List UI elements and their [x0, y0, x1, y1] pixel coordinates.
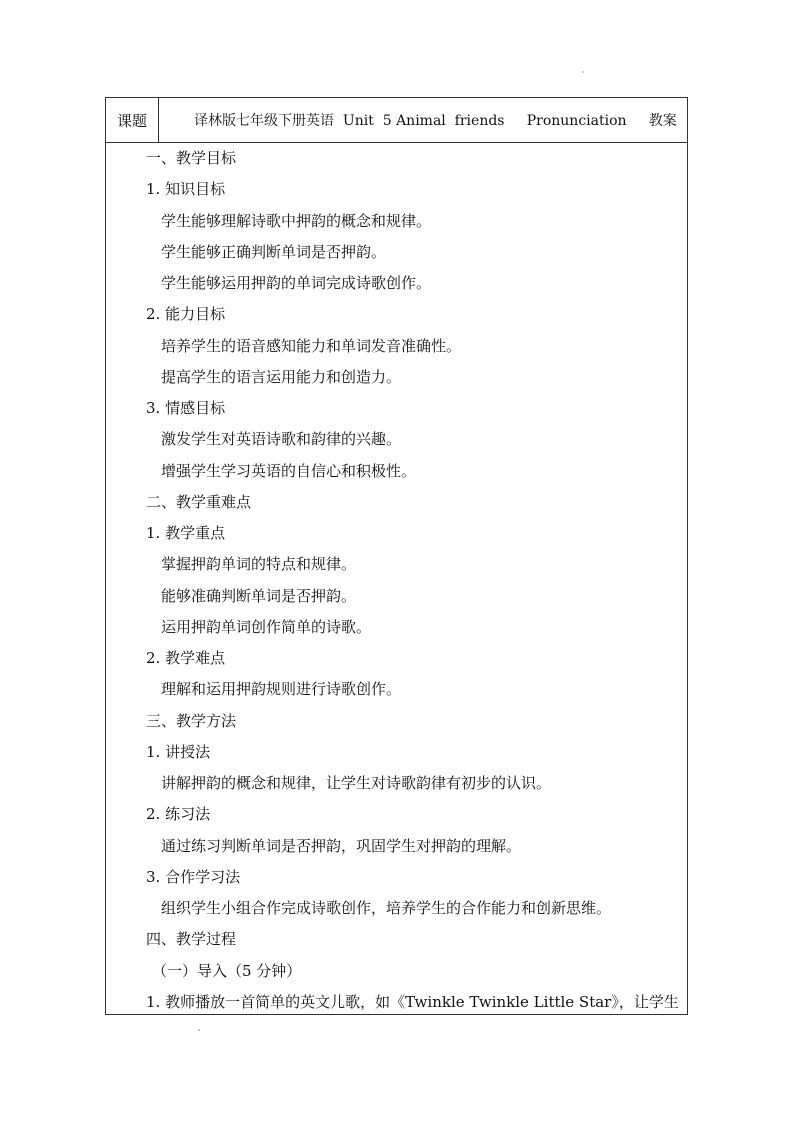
content-line-sec: 一、教学目标	[146, 149, 237, 167]
content-line-sub: 3. 合作学习法	[146, 867, 241, 886]
content-line-item: 运用押韵单词创作简单的诗歌。	[161, 617, 372, 636]
content-line-item: 学生能够理解诗歌中押韵的概念和规律。	[161, 211, 432, 230]
content-line-item: 提高学生的语言运用能力和创造力。	[161, 367, 402, 386]
content-line-sub: 1. 教学重点	[146, 524, 226, 542]
content-line-sub: 1. 讲授法	[146, 742, 211, 761]
page-dot-top	[582, 71, 584, 73]
content-line-sec: 三、教学方法	[146, 711, 237, 730]
content-line-sub: 2. 教学难点	[146, 649, 226, 667]
content-line-item: 学生能够运用押韵的单词完成诗歌创作。	[161, 274, 432, 292]
content-line-item: 能够准确判断单词是否押韵。	[161, 586, 357, 605]
content-line-sub: 1. 知识目标	[146, 180, 226, 199]
content-line-item: 组织学生小组合作完成诗歌创作，培养学生的合作能力和创新思维。	[161, 899, 612, 917]
content-line-sec: 二、教学重难点	[146, 492, 252, 511]
content-line-stage: （一）导入（5 分钟）	[152, 961, 302, 980]
content-line-item: 通过练习判断单词是否押韵，巩固学生对押韵的理解。	[161, 836, 522, 855]
content-line-sub: 3. 情感目标	[146, 399, 226, 417]
content-line-sub: 2. 练习法	[146, 805, 211, 824]
content-line-item: 掌握押韵单词的特点和规律。	[161, 555, 357, 574]
content-line-item: 学生能够正确判断单词是否押韵。	[161, 242, 387, 261]
content-line-item: 增强学生学习英语的自信心和积极性。	[161, 461, 417, 480]
content-line-sub: 1. 教师播放一首简单的英文儿歌，如《Twinkle Twinkle Little Star》，让学生	[146, 992, 679, 1011]
content-line-sec: 四、教学过程	[146, 930, 237, 949]
table-header-row	[106, 98, 687, 143]
content-line-item: 培养学生的语音感知能力和单词发音准确性。	[161, 336, 462, 355]
content-line-item: 讲解押韵的概念和规律，让学生对诗歌韵律有初步的认识。	[161, 774, 552, 792]
content-line-sub: 2. 能力目标	[146, 305, 226, 324]
content-line-item: 理解和运用押韵规则进行诗歌创作。	[161, 680, 402, 699]
lesson-plan-table	[105, 97, 688, 1015]
topic-label-cell: 课题	[106, 98, 159, 142]
content-line-item: 激发学生对英语诗歌和韵律的兴趣。	[161, 430, 402, 449]
topic-title-cell: 译林版七年级下册英语 Unit 5 Animal friends Pronunciation 教案	[194, 113, 677, 129]
page-dot-bottom	[198, 1029, 200, 1031]
